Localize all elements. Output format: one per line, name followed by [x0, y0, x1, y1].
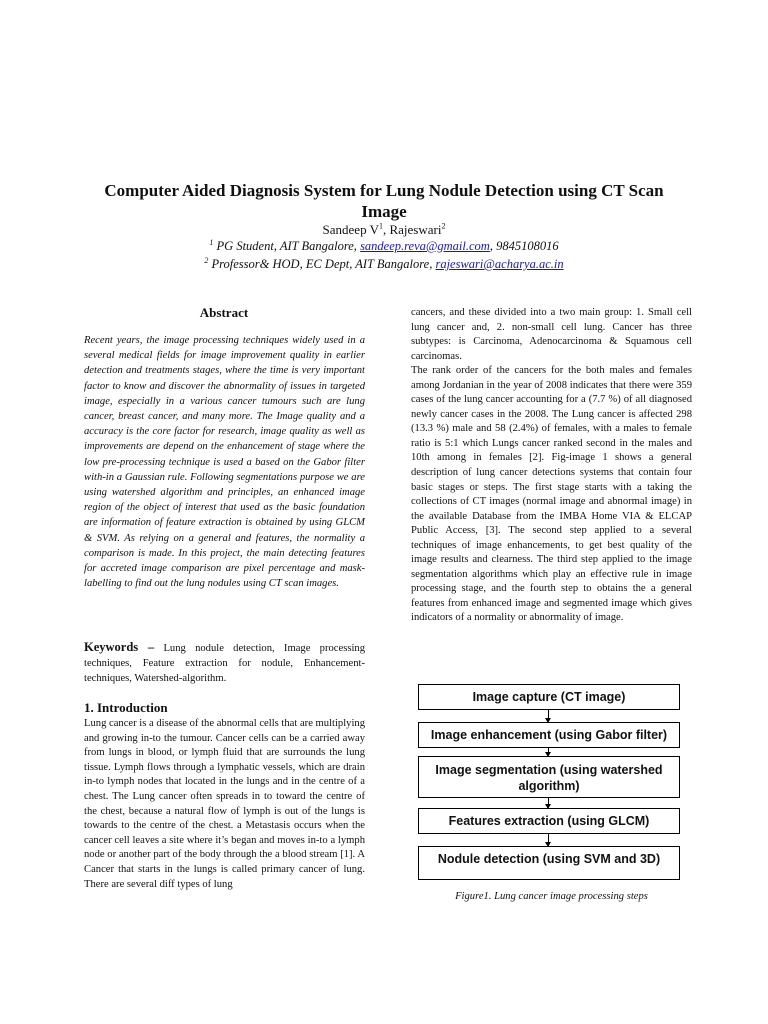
abstract-heading: Abstract [199, 305, 249, 320]
paragraph: The rank order of the cancers for the both males and females among Jordanian in the year of 2008 indicates that there were 359 cases of the lung cancer accounting for a (7.7 %) of all diagnosed newly cancer cases in the 2008. The Lung cancer is affected 298 (13.3 %) male and 58 (2.4%) of females, with a males to female ratio is 5:1 which Lungs cancer ranked second in the males and 10th among in females [2]. Fig-image 1 shows a general description of lung cancer detections systems that contain four basic stages or steps. The first stage starts with a taking the collections of CT images (normal image and abnormal image) in the available Database from the IMBA Home VIA & ELCAP Public Access, [3]. The second step applied to a several techniques of image enhancements, to get best quality of the image results and clearness. The third step applied to the image segmentation algorithms which play an effective rule in image processing stage, and the fourth step to obtains the a general features from enhanced image and segmented image which gives indicators of a normality or abnormality of image. [411, 365, 692, 624]
right-column-text [411, 306, 692, 626]
author-superscript: 1 [378, 221, 383, 231]
affiliation-text: Professor& HOD, EC Dept, AIT Bangalore, [208, 257, 436, 271]
introduction-text: Lung cancer is a disease of the abnormal cells that are multiplying and growing in-to the tumour. Cancer cells can be a carried away from lungs in blood, or lymph fluid that are surrounds the lung tissue. Lymph flows through a lymphatic vessels, which are drain in-to lymph nodes that located in the lungs and in the centre of a chest. The Lung cancer often spreads in to toward the centre of the chest, because a natural flow of lymph is out of the lungs is towards to the centre of the chest. a Metastasis occurs when the cancer cell leaves a site where it’s began and moves in-to a lymph node or another part of the body through the a blood stream [1]. A Cancer that starts in the lungs is called primary cancer of lung. There are several diff types of lung [84, 718, 365, 890]
author-superscript: 2 [441, 221, 446, 231]
author-separator: , [382, 222, 390, 237]
affiliation-text: PG Student, AIT Bangalore, [213, 239, 361, 253]
author-line [80, 222, 688, 238]
affiliation-superscript: 2 [204, 255, 209, 265]
flowchart-arrow [548, 798, 549, 808]
abstract-text: Recent years, the image processing techniques widely used in a several medical fields for image improvement quality in earlier detection and treatments stages, where the time is very important factor to know and discover the abnormality of issues in targeted image, especially in a various cancer tumours such are lung cancer, breast cancer, and many more. The Image quality and a accuracy is the core factor for research, image quality as well as improvements are depend on the enhancement of stage where the low pre-processing technique is used a based on the Gabor filter with-in a Gaussian rule. Following segmentations purpose we are using watershed algorithm and principles, an enhanced image region of the object of interest that used as the basic foundation are information of feature extraction is obtained by using GLCM & SVM. As relying on a general and features, the normality a comparison is made. In this project, the main detecting features for accreted image comparison are pixel percentage and mask-labelling to find out the lung nodules using CT scan images. [84, 335, 365, 590]
flowchart-step: Image enhancement (using Gabor filter) [418, 722, 680, 748]
author-name: Sandeep V [322, 222, 379, 237]
keywords-paragraph [84, 640, 365, 686]
paragraph: cancers, and these divided into a two main group: 1. Small cell lung cancer and, 2. non-small cell lung. Cancer has three subtypes: is Carcinoma, Adenocarcinoma & Squamous cell carcinomas. [411, 307, 692, 362]
affiliation-1 [40, 238, 728, 254]
flowchart-step: Image segmentation (using watershed algorithm) [418, 756, 680, 798]
flowchart-arrow [548, 834, 549, 846]
affiliation-2 [40, 256, 728, 272]
affiliation-phone: , 9845108016 [489, 239, 559, 253]
author-name: Rajeswari [389, 222, 442, 237]
flowchart-step: Features extraction (using GLCM) [418, 808, 680, 834]
affiliation-superscript: 1 [209, 237, 214, 247]
introduction-heading: 1. Introduction [84, 700, 168, 715]
flowchart-arrow [548, 748, 549, 756]
flowchart-step: Image capture (CT image) [418, 684, 680, 710]
flowchart-step: Nodule detection (using SVM and 3D) [418, 846, 680, 880]
keywords-label: Keywords – [84, 640, 155, 654]
email-link[interactable]: rajeswari@acharya.ac.in [435, 257, 564, 271]
email-link[interactable]: sandeep.reva@gmail.com [360, 239, 490, 253]
figure-caption: Figure1. Lung cancer image processing steps [455, 891, 648, 902]
flowchart [418, 684, 682, 884]
flowchart-arrow [548, 710, 549, 722]
paper-title: Computer Aided Diagnosis System for Lung Nodule Detection using CT Scan Image [104, 181, 664, 221]
keywords-text: Lung nodule detection, Image processing techniques, Feature extraction for nodule, Enhancement-techniques, Watershed-algorithm. [84, 643, 365, 684]
